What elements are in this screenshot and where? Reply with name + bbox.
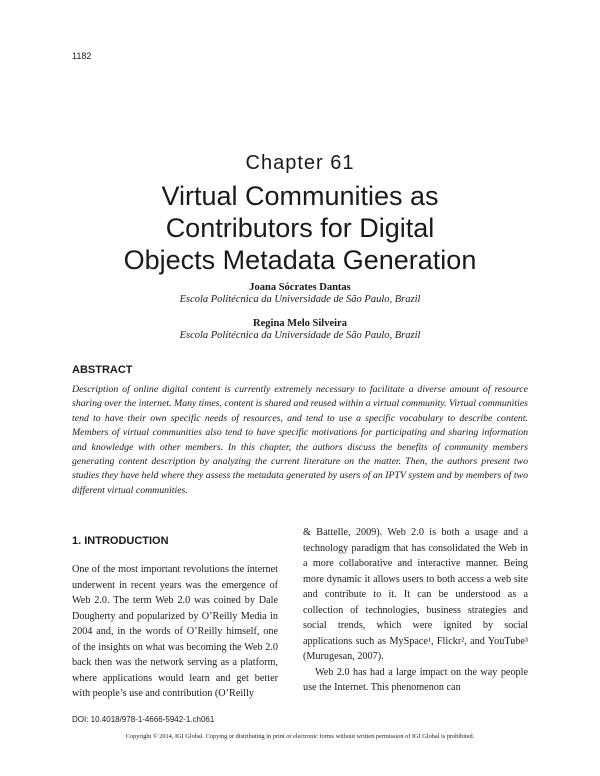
abstract-text: Description of online digital content is currently extremely necessary to facilitate a diverse amount of resource sharing over the internet. Many times, content is shared and reused within a virtual community. Virtual communities tend to have their own specific needs of resources, and tend to use a specific vocabulary to describe content. Members of virtual communities also tend to have specific motivations for participating and sharing information and knowledge with other members. In this chapter, the authors discuss the benefits of community members generating content description by analyzing the current literature on the matter. Then, the authors present two studies they have held where they assess the metadata generated by users of an IPTV system and by members of two different virtual communities. bbox=[72, 384, 528, 496]
author-name: Joana Sócrates Dantas bbox=[249, 282, 351, 293]
author-block bbox=[0, 318, 600, 341]
chapter-title bbox=[40, 180, 560, 276]
author-block bbox=[0, 282, 600, 305]
abstract-heading: ABSTRACT bbox=[72, 364, 133, 376]
doi: DOI: 10.4018/978-1-4666-5942-1.ch061 bbox=[72, 715, 215, 724]
body-paragraph: & Battelle, 2009). Web 2.0 is both a usage and a technology paradigm that has consolidated the Web in a more collaborative and interactive manner. Being more dynamic it allows users to both access a web site and contribute to it. It can be understood as a collection of technologies, business strategies and social trends, which were ignited by social applications such as MySpace¹, Flickr², and YouTube³ (Murugesan, 2007). bbox=[303, 527, 528, 662]
body-column-right bbox=[303, 525, 528, 696]
chapter-title-line: Virtual Communities as bbox=[161, 181, 439, 211]
author-affiliation: Escola Politécnica da Universidade de São Paulo, Brazil bbox=[179, 294, 421, 305]
copyright-notice: Copyright © 2014, IGI Global. Copying or distributing in print or electronic forms without written permission of IGI Global is prohibited. bbox=[125, 733, 475, 740]
body-column-left: One of the most important revolutions the internet underwent in recent years was the emergence of Web 2.0. The term Web 2.0 was coined by Dale Dougherty and popularized by O’Reilly Media in 2004 and, in the words of O’Reilly himself, one of the insights on what was becoming the Web 2.0 back then was the network serving as a platform, where applications would learn and get better with people’s use and contribution (O’Reilly bbox=[72, 564, 278, 699]
body-paragraph: Web 2.0 has had a large impact on the way people use the Internet. This phenomenon can bbox=[303, 666, 528, 693]
author-name: Regina Melo Silveira bbox=[253, 318, 347, 329]
section-heading: 1. INTRODUCTION bbox=[72, 535, 169, 547]
chapter-title-line: Contributors for Digital bbox=[165, 213, 435, 243]
chapter-label: Chapter 61 bbox=[245, 152, 355, 174]
chapter-title-line: Objects Metadata Generation bbox=[123, 245, 477, 275]
page-number: 1182 bbox=[72, 51, 92, 61]
author-affiliation: Escola Politécnica da Universidade de São Paulo, Brazil bbox=[179, 330, 421, 341]
